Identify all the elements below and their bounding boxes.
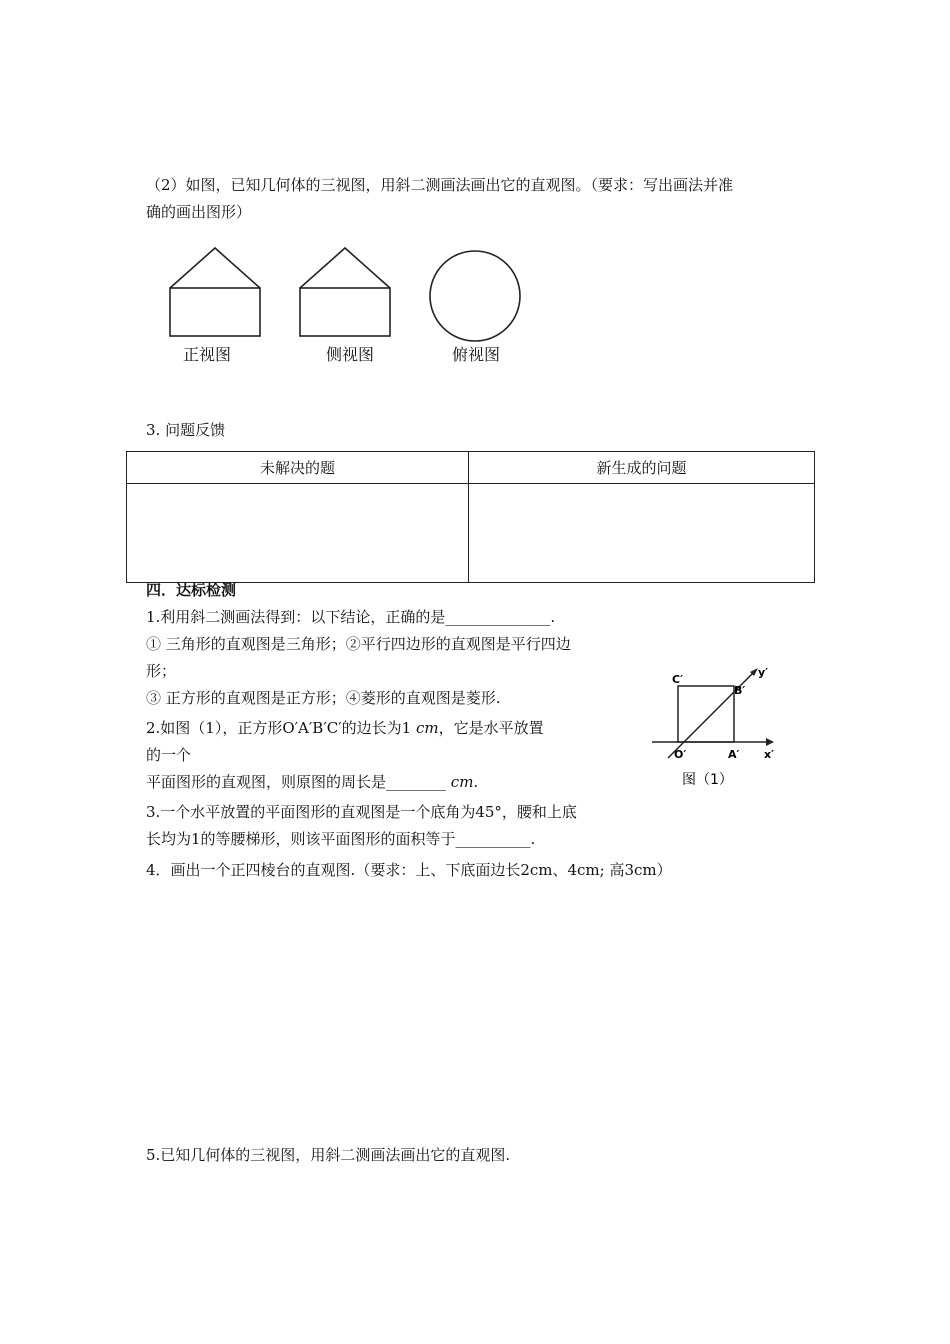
top-view-caption: 俯视图 [452, 345, 501, 364]
problem2-line3-a: 平面图形的直观图，则原图的周长是________ [146, 773, 447, 791]
feedback-col-unsolved: 未解决的题 [127, 452, 469, 484]
front-view-shape [170, 248, 260, 336]
x-axis-arrow [766, 738, 774, 746]
label-c: C′ [672, 673, 683, 686]
q2-text-line1: （2）如图，已知几何体的三视图，用斜二测画法画出它的直观图。（要求：写出画法并准 [146, 176, 734, 194]
feedback-heading: 3. 问题反馈 [146, 421, 226, 439]
problem2-line3-unit: cm. [450, 773, 479, 791]
problem4-text: 4．画出一个正四棱台的直观图.（要求：上、下底面边长2cm、4cm; 高3cm） [146, 861, 672, 879]
feedback-col-new-questions: 新生成的问题 [469, 452, 815, 484]
q2-text-line2: 确的画出图形） [146, 203, 252, 221]
figure1-caption: 图（1） [682, 772, 733, 788]
problem2-line3 [146, 772, 478, 792]
side-view-caption: 侧视图 [326, 345, 375, 364]
section4-heading: 四．达标检测 [146, 581, 237, 599]
problem1-line1: 1.利用斜二测画法得到：以下结论，正确的是______________. [146, 608, 556, 626]
label-x: x′ [764, 748, 774, 761]
problem2-line1-b: ，它是水平放置 [438, 719, 544, 737]
label-y: y′ [758, 666, 769, 679]
problem1-line4: ③ 正方形的直观图是正方形；④菱形的直观图是菱形. [146, 689, 501, 707]
label-o: O′ [674, 748, 687, 761]
label-b: B′ [734, 684, 746, 697]
problem3-line2: 长均为1的等腰梯形，则该平面图形的面积等于__________. [146, 830, 536, 848]
problem2-line1-a: 2.如图（1），正方形O′A′B′C′的边长为1 [146, 719, 412, 737]
square-oabc [678, 686, 734, 742]
top-view-circle [430, 251, 520, 341]
side-view-shape [300, 248, 390, 336]
feedback-cell-unsolved[interactable] [127, 484, 469, 583]
problem1-line3: 形； [146, 662, 177, 680]
label-a: A′ [728, 748, 740, 761]
front-view-caption: 正视图 [183, 345, 232, 364]
feedback-table [126, 451, 815, 583]
problem2-line1-unit: cm [415, 719, 439, 737]
three-views-figure [0, 0, 950, 400]
problem5-text: 5.已知几何体的三视图，用斜二测画法画出它的直观图. [146, 1146, 511, 1164]
problem2-line1 [146, 718, 544, 738]
problem1-line2: ① 三角形的直观图是三角形；②平行四边形的直观图是平行四边 [146, 635, 571, 653]
problem3-line1: 3.一个水平放置的平面图形的直观图是一个底角为45°，腰和上底 [146, 803, 577, 821]
problem2-line2: 的一个 [146, 746, 192, 764]
figure1-diagram [648, 662, 788, 792]
feedback-cell-new-questions[interactable] [469, 484, 815, 583]
